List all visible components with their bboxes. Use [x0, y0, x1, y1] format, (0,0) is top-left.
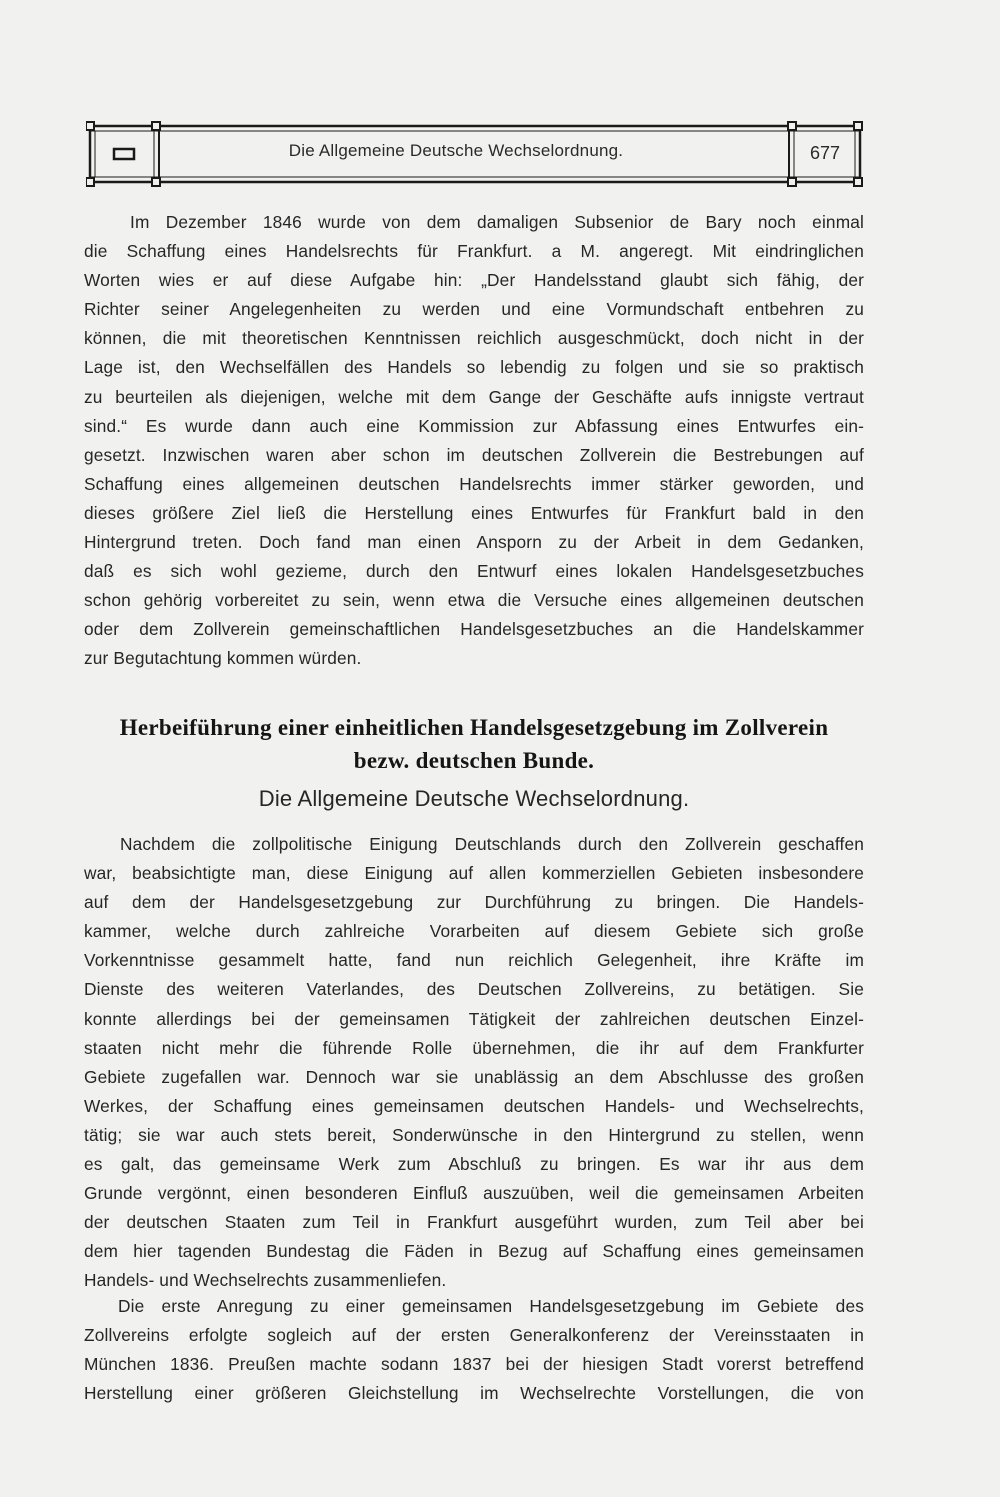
- text-line: Lage ist, den Wechselfällen des Handels so lebendig zu folgen und sie so praktisch: [84, 357, 864, 378]
- text-line: zu beurteilen als diejenigen, welche mit dem Gange der Geschäfte aufs innigste vertraut: [84, 386, 864, 407]
- text-line: Vorkenntnisse gesammelt hatte, fand nun reichlich Gelegenheit, ihre Kräfte im: [84, 950, 864, 971]
- text-line: Die erste Anregung zu einer gemeinsamen Handelsgesetzgebung im Gebiete des: [118, 1296, 864, 1316]
- text-line: gesetzt. Inzwischen waren aber schon im deutschen Zollverein die Bestrebungen auf: [84, 444, 864, 465]
- text-line: daß es sich wohl gezieme, durch den Entwurf eines lokalen Handelsgesetzbuches: [84, 561, 864, 582]
- text-line: Werkes, der Schaffung eines gemeinsamen deutschen Handels- und Wechselrechts,: [84, 1095, 864, 1116]
- page-header: [86, 121, 864, 187]
- text-line: Handels- und Wechselrechts zusammenliefen.: [84, 1270, 447, 1291]
- text-line: kammer, welche durch zahlreiche Vorarbeiten auf diesem Gebiete sich große: [84, 921, 864, 942]
- text-line: auf dem der Handelsgesetzgebung zur Durchführung zu bringen. Die Handels-: [84, 892, 864, 913]
- text-line: Gebiete zugefallen war. Dennoch war sie unablässig an dem Abschlusse des großen: [84, 1066, 864, 1087]
- text-line: die Schaffung eines Handelsrechts für Frankfurt. a M. angeregt. Mit eindringlichen: [84, 241, 864, 262]
- text-line: Nachdem die zollpolitische Einigung Deutschlands durch den Zollverein geschaffen: [120, 834, 864, 854]
- section-heading-line-2: bezw. deutschen Bunde.: [353, 748, 595, 773]
- section-heading-line-1: Herbeiführung einer einheitlichen Handelsgesetzgebung im Zollverein: [119, 715, 829, 740]
- text-line: Herstellung einer größeren Gleichstellung im Wechselrechte Vorstellungen, die von: [84, 1383, 864, 1404]
- page-number: 677: [809, 143, 841, 163]
- text-line: Schaffung eines allgemeinen deutschen Handelsrechts immer stärker geworden, und: [84, 473, 864, 494]
- text-line: Worten wies er auf diese Aufgabe hin: „Der Handelsstand glaubt sich fähig, der: [84, 270, 864, 291]
- paragraph-3: [84, 1292, 864, 1408]
- text-line: können, die mit theoretischen Kenntnissen reichlich ausgeschmückt, doch nicht in der: [84, 328, 864, 349]
- text-line: zur Begutachtung kommen würden.: [84, 648, 362, 669]
- text-line: Grunde vergönnt, einen besonderen Einfluß auszuüben, weil die gemeinsamen Arbeiten: [84, 1183, 864, 1204]
- text-line: dieses größere Ziel ließ die Herstellung eines Entwurfes für Frankfurt bald in den: [84, 502, 864, 523]
- text-line: sind.“ Es wurde dann auch eine Kommission zur Abfassung eines Entwurfes ein-: [84, 415, 864, 436]
- subsection-heading: Die Allgemeine Deutsche Wechselordnung.: [258, 786, 690, 811]
- text-line: schon gehörig vorbereitet zu sein, wenn etwa die Versuche eines allgemeinen deutschen: [84, 590, 864, 611]
- text-line: Im Dezember 1846 wurde von dem damaligen Subsenior de Bary noch einmal: [130, 212, 864, 232]
- text-line: München 1836. Preußen machte sodann 1837 bei der hiesigen Stadt vorerst betreffend: [84, 1354, 864, 1375]
- text-line: staaten nicht mehr die führende Rolle übernehmen, die ihr auf dem Frankfurter: [84, 1037, 864, 1058]
- text-line: Dienste des weiteren Vaterlandes, des Deutschen Zollvereins, zu betätigen. Sie: [84, 979, 864, 1000]
- text-line: konnte allerdings bei der gemeinsamen Tätigkeit der zahlreichen deutschen Einzel-: [84, 1008, 864, 1029]
- section-heading: [84, 711, 864, 777]
- paragraph-1: [84, 208, 864, 674]
- text-line: dem hier tagenden Bundestag die Fäden in Bezug auf Schaffung eines gemeinsamen: [84, 1241, 864, 1262]
- text-line: Richter seiner Angelegenheiten zu werden und eine Vormundschaft entbehren zu: [84, 299, 864, 320]
- text-line: es galt, das gemeinsame Werk zum Abschluß zu bringen. Es war ihr aus dem: [84, 1154, 864, 1175]
- paragraph-2: [84, 830, 864, 1296]
- text-line: der deutschen Staaten zum Teil in Frankfurt ausgeführt wurden, zum Teil aber bei: [84, 1212, 864, 1233]
- text-line: war, beabsichtigte man, diese Einigung auf allen kommerziellen Gebieten insbesondere: [84, 863, 864, 884]
- text-line: Hintergrund treten. Doch fand man einen Ansporn zu der Arbeit in dem Gedanken,: [84, 532, 864, 553]
- text-line: tätig; sie war auch stets bereit, Sonderwünsche in den Hintergrund zu stellen, wenn: [84, 1124, 864, 1145]
- text-line: Zollvereins erfolgte sogleich auf der ersten Generalkonferenz der Vereinsstaaten in: [84, 1325, 864, 1346]
- text-line: oder dem Zollverein gemeinschaftlichen Handelsgesetzbuches an die Handelskammer: [84, 619, 864, 640]
- running-title: Die Allgemeine Deutsche Wechselordnung.: [288, 141, 624, 160]
